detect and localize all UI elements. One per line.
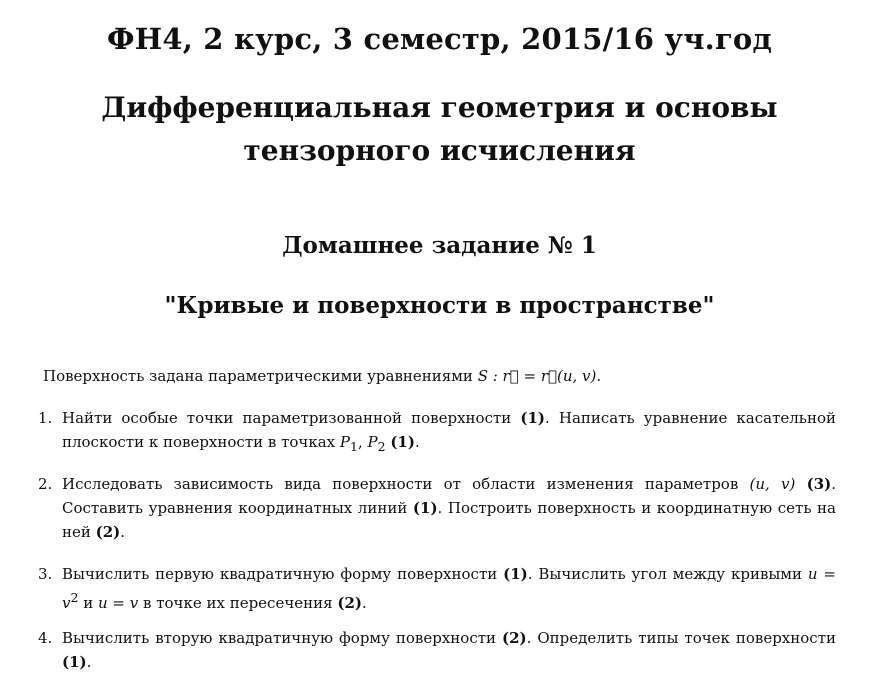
math-expression: (u, v) xyxy=(749,475,796,493)
task-text-part: . xyxy=(362,594,367,612)
subject-title-line1: Дифференциальная геометрия и основы xyxy=(101,91,778,124)
points-badge: (1) xyxy=(412,499,438,517)
intro-formula: S : r⃗ = r⃗(u, v). xyxy=(477,367,602,385)
task-item-1 xyxy=(38,406,836,459)
task-number: 1. xyxy=(38,409,53,427)
intro-paragraph xyxy=(43,364,843,388)
task-text-part: , xyxy=(357,433,368,451)
homework-topic: "Кривые и поверхности в пространстве" xyxy=(164,292,715,319)
task-text-part: . Определить типы точек поверхности xyxy=(526,629,836,647)
task-text xyxy=(62,562,836,615)
task-text-part: в точке их пересечения xyxy=(138,594,338,612)
task-text-part: . Написать уравнение касательной плоскости к поверхности в точках xyxy=(62,409,836,451)
intro-text: Поверхность задана параметрическими уравнениями xyxy=(43,367,478,385)
math-symbol: P xyxy=(367,433,378,451)
task-item-3 xyxy=(38,562,836,615)
points-badge: (3) xyxy=(806,475,832,493)
task-text-part: . xyxy=(120,523,126,541)
task-text xyxy=(62,406,836,459)
task-number: 3. xyxy=(38,565,53,583)
math-symbol: P xyxy=(339,433,350,451)
task-text-part xyxy=(795,475,806,493)
points-badge: (2) xyxy=(95,523,121,541)
task-text-part: . xyxy=(86,653,92,671)
subject-title xyxy=(0,86,879,172)
course-header: ФН4, 2 курс, 3 семестр, 2015/16 уч.год xyxy=(107,22,772,56)
points-badge: (2) xyxy=(501,629,527,647)
points-badge: (1) xyxy=(520,409,546,427)
math-subscript: 2 xyxy=(377,439,386,454)
task-text-part: и xyxy=(78,594,98,612)
task-text-part: Вычислить вторую квадратичную форму поверхности xyxy=(62,629,502,647)
task-text xyxy=(62,626,836,674)
task-text xyxy=(62,472,836,544)
math-expression: u = v xyxy=(62,565,836,612)
points-badge: (1) xyxy=(390,433,415,451)
math-superscript: 2 xyxy=(70,590,79,605)
task-text-part: . Составить уравнения координатных линий xyxy=(62,475,837,517)
math-subscript: 1 xyxy=(349,439,358,454)
task-text-part: . Построить поверхность и координатную сеть на ней xyxy=(62,499,836,541)
task-item-2 xyxy=(38,472,836,544)
points-badge: (1) xyxy=(62,653,87,671)
points-badge: (2) xyxy=(337,594,362,612)
subject-title-line2: тензорного исчисления xyxy=(243,134,636,167)
task-text-part: . Вычислить угол между кривыми xyxy=(527,565,808,583)
math-expression: u = v xyxy=(97,594,139,612)
task-item-4 xyxy=(38,626,836,674)
homework-title: Домашнее задание № 1 xyxy=(282,232,597,259)
task-number: 4. xyxy=(38,629,53,647)
points-badge: (1) xyxy=(503,565,528,583)
task-number: 2. xyxy=(38,475,53,493)
task-text-part: Исследовать зависимость вида поверхности от области изменения параметров xyxy=(62,475,750,493)
task-text-part: Найти особые точки параметризованной поверхности xyxy=(62,409,521,427)
task-text-part: . xyxy=(414,433,420,451)
task-text-part: Вычислить первую квадратичную форму поверхности xyxy=(62,565,504,583)
